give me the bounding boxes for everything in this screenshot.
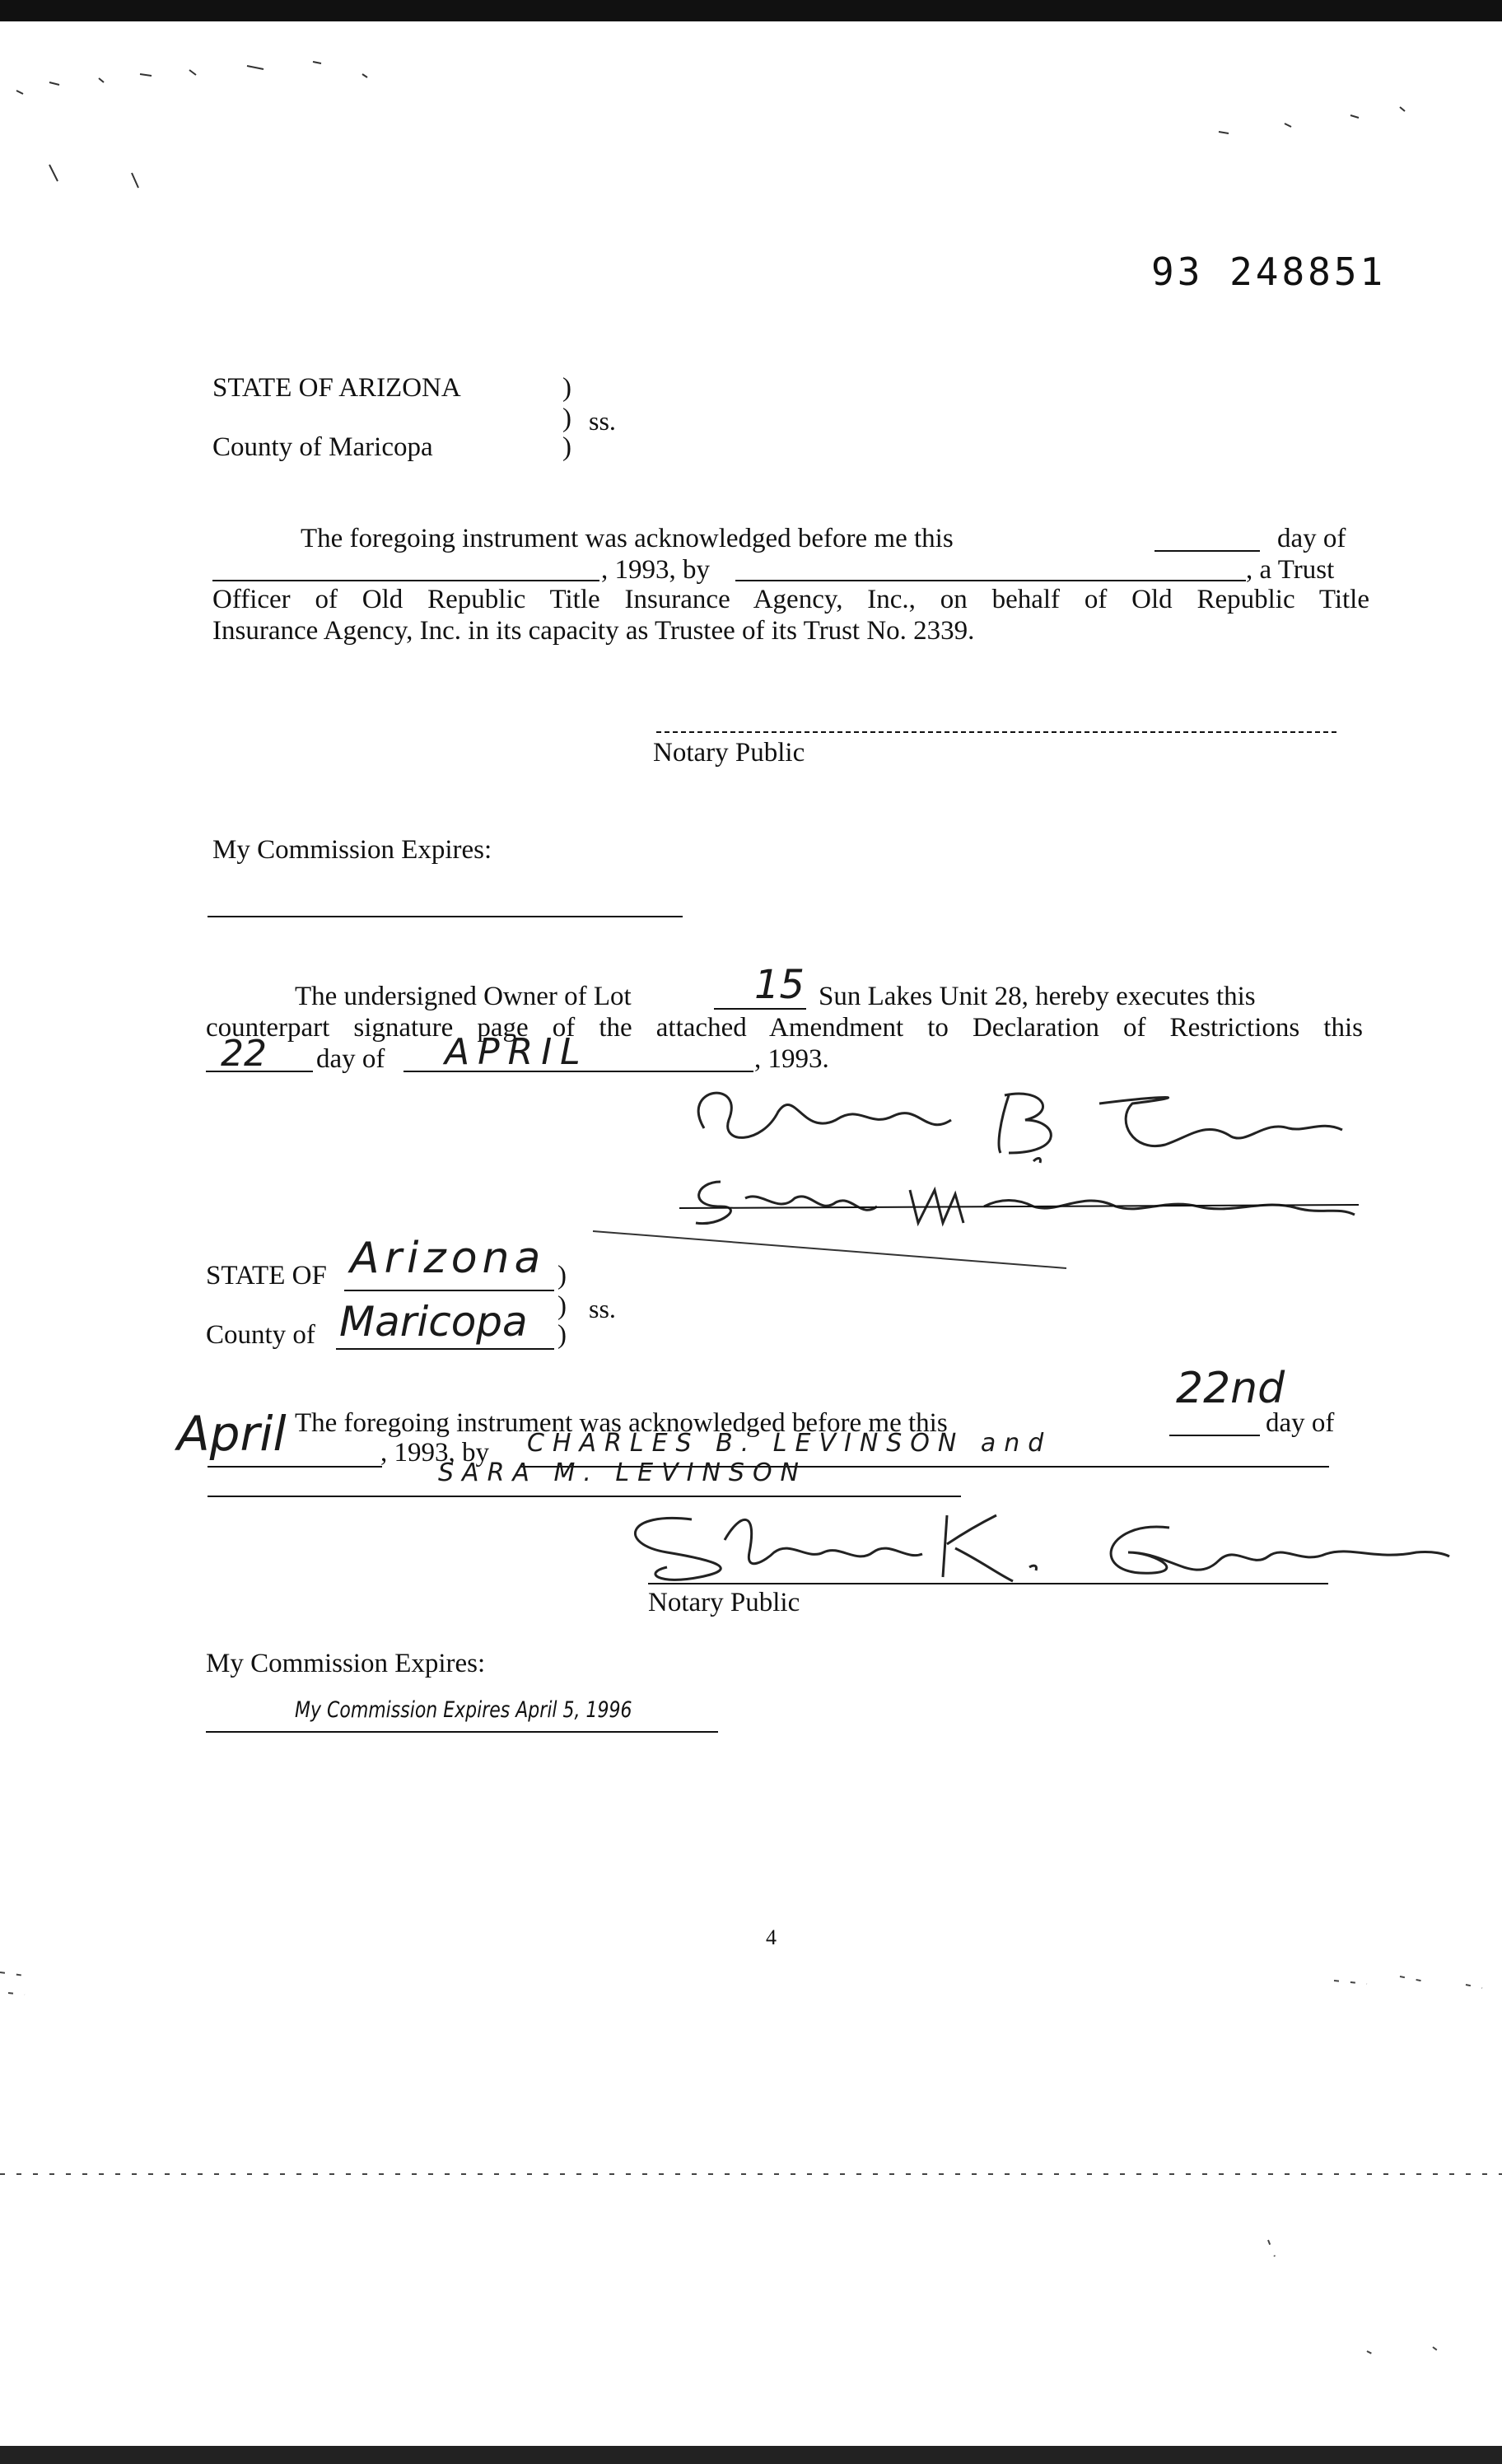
- state-label: STATE OF ARIZONA: [212, 373, 461, 403]
- paren: ): [562, 404, 571, 433]
- month-line: [208, 1466, 382, 1468]
- state-handwritten: Arizona: [350, 1234, 546, 1283]
- paren: ): [562, 432, 571, 462]
- ack-text-line: , a Trust: [1246, 555, 1335, 585]
- commission-label: My Commission Expires:: [212, 835, 492, 865]
- ack-text-line: , 1993, by: [601, 555, 710, 585]
- blank-line-month: [212, 580, 599, 581]
- notary-signature-line: [648, 1583, 1328, 1584]
- lot-line: [714, 1008, 806, 1010]
- notary-public-label: Notary Public: [648, 1588, 800, 1617]
- counterpart-text: counterpart signature page of the attached Amendment to Declaration of Restrictions this: [206, 1013, 1363, 1043]
- counterpart-text: The undersigned Owner of Lot: [295, 982, 632, 1011]
- commission-stamp: My Commission Expires April 5, 1996: [295, 1698, 632, 1724]
- owner-signature-1: [671, 1071, 1355, 1169]
- commission-line: [206, 1731, 718, 1733]
- notary-public-label: Notary Public: [653, 738, 805, 768]
- document-number: 93 248851: [1151, 250, 1387, 294]
- blank-line-name: [735, 580, 1246, 581]
- signers-handwritten: SARA M. LEVINSON: [438, 1458, 808, 1487]
- ack-text-line: Insurance Agency, Inc. in its capacity as Trustee of its Trust No. 2339.: [212, 616, 975, 646]
- ack-text-line: The foregoing instrument was acknowledged before me this: [301, 524, 954, 553]
- day-handwritten: 22: [221, 1033, 267, 1075]
- state-label: STATE OF: [206, 1261, 327, 1290]
- ack-text-line: The foregoing instrument was acknowledged before me this: [295, 1408, 948, 1438]
- paren: ): [557, 1320, 567, 1350]
- notary-signature-line: [656, 731, 1336, 733]
- county-label: County of: [206, 1320, 315, 1350]
- notary-signature: [593, 1495, 1449, 1602]
- paren: ): [557, 1291, 567, 1321]
- blank-line-day: [1154, 550, 1260, 552]
- counterpart-text: , 1993.: [754, 1044, 829, 1074]
- ack-text-line: day of: [1277, 524, 1346, 553]
- owner-signature-2: [671, 1157, 1363, 1231]
- month-handwritten: APRIL: [445, 1031, 589, 1073]
- ss-label: ss.: [589, 1294, 616, 1323]
- paren: ): [562, 373, 571, 403]
- signers-handwritten: CHARLES B. LEVINSON and: [527, 1429, 1052, 1458]
- lot-number-handwritten: 15: [754, 962, 805, 1008]
- day-handwritten: 22nd: [1176, 1364, 1285, 1413]
- ss-label: ss.: [589, 406, 616, 436]
- page-number: 4: [766, 1925, 777, 1949]
- state-line: [344, 1290, 554, 1291]
- paren: ): [557, 1261, 567, 1290]
- ack-text-line: Officer of Old Republic Title Insurance Agency, Inc., on behalf of Old Republic Title: [212, 585, 1369, 614]
- commission-line: [208, 916, 683, 917]
- ack-text-line: day of: [1266, 1408, 1335, 1438]
- county-label: County of Maricopa: [212, 432, 433, 462]
- scan-noise-bottom: [0, 1960, 1502, 2464]
- county-handwritten: Maricopa: [339, 1298, 528, 1346]
- commission-label: My Commission Expires:: [206, 1649, 486, 1678]
- stray-line: [593, 1227, 1071, 1276]
- ack-text-line: , 1993, by: [380, 1438, 489, 1468]
- county-line: [336, 1348, 554, 1350]
- month-handwritten: April: [177, 1406, 287, 1462]
- counterpart-text: day of: [316, 1044, 385, 1074]
- scan-noise-top: [0, 0, 1502, 189]
- counterpart-text: Sun Lakes Unit 28, hereby executes this: [819, 982, 1256, 1011]
- day-line: [1169, 1435, 1260, 1436]
